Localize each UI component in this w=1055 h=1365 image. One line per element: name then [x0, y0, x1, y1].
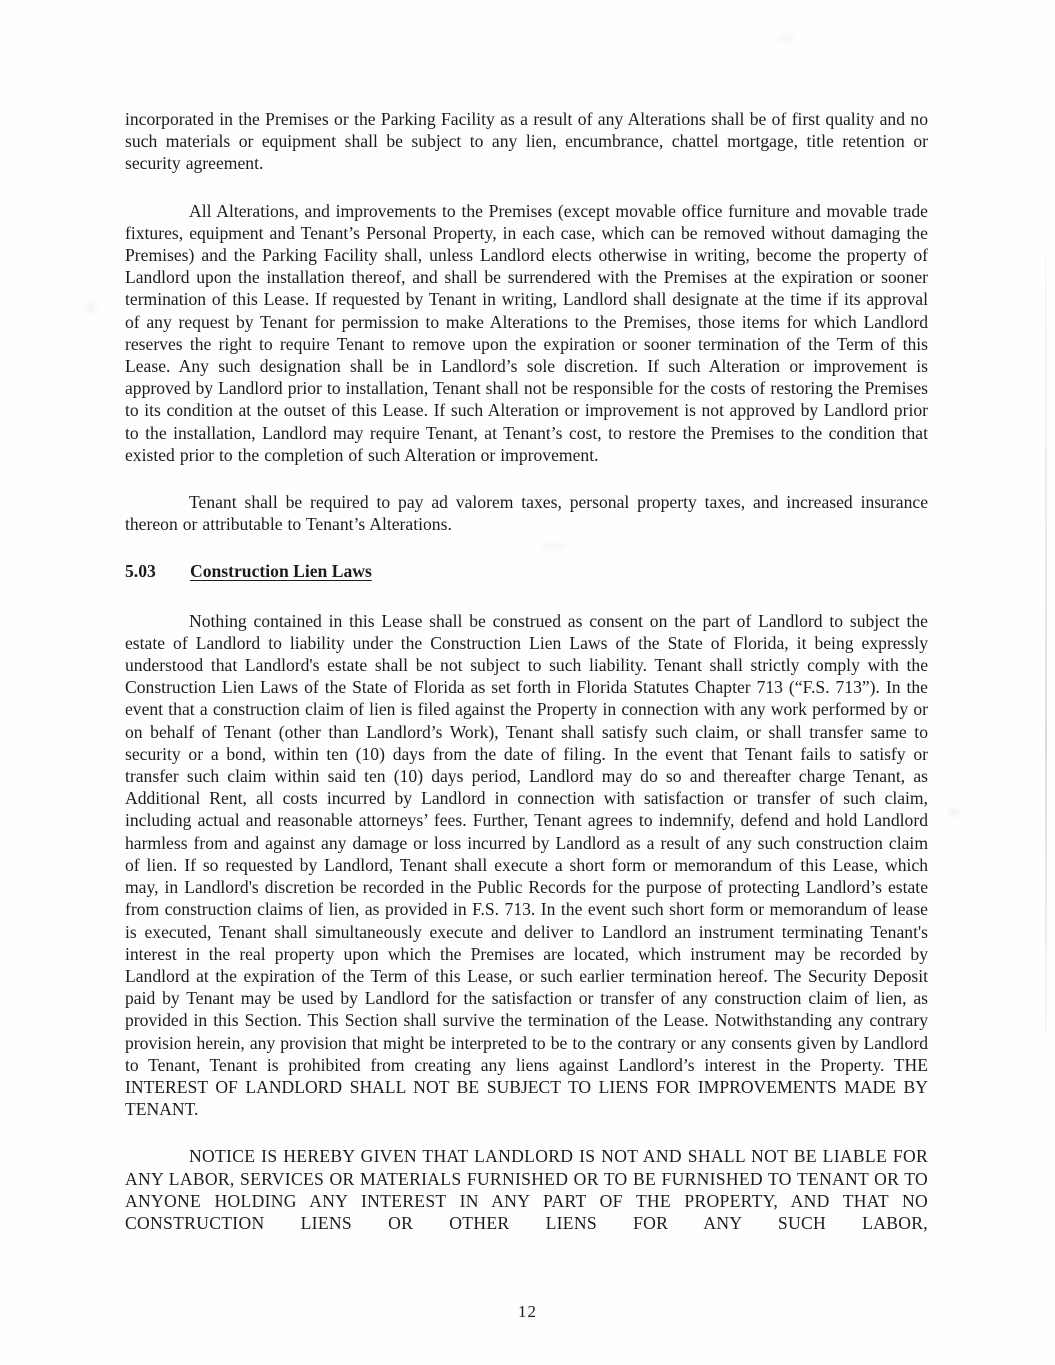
- section-title: Construction Lien Laws: [190, 561, 372, 582]
- scan-artifact-smudge: [778, 34, 794, 42]
- paragraph-notice: NOTICE IS HEREBY GIVEN THAT LANDLORD IS NOT AND SHALL NOT BE LIABLE FOR ANY LABOR, SERVICES OR MATERIALS FURNISHED OR TO BE FURNISHED TO TENANT OR TO ANYONE HOLDING ANY INTEREST IN ANY PART OF THE PROPERTY, AND THAT NO CONSTRUCTION LIENS OR OTHER LIENS FOR ANY SUCH LABOR,: [125, 1146, 928, 1233]
- section-number: 5.03: [125, 561, 156, 582]
- paragraph-construction-lien-laws: Nothing contained in this Lease shall be construed as consent on the part of Landlord to subject the estate of Landlord to liability under the Construction Lien Laws of the State of Florida, it being expressly understood that Landlord's estate shall be not subject to such liability. Tenant shall strictly comply with the Construction Lien Laws of the State of Florida as set forth in Florida Statutes Chapter 713 (“F.S. 713”). In the event that a construction claim of lien is filed against the Property in connection with any work performed by or on behalf of Tenant (other than Landlord’s Work), Tenant shall satisfy such claim, or shall transfer same to security or a bond, within ten (10) days from the date of filing. In the event that Tenant fails to satisfy or transfer such claim within said ten (10) days period, Landlord may do so and thereafter charge Tenant, as Additional Rent, all costs incurred by Landlord in connection with satisfaction or transfer of such claim, including actual and reasonable attorneys’ fees. Further, Tenant agrees to indemnify, defend and hold Landlord harmless from and against any damage or loss incurred by Landlord as a result of any such construction claim of lien. If so requested by Landlord, Tenant shall execute a short form or memorandum of this Lease, which may, in Landlord's discretion be recorded in the Public Records for the purpose of protecting Landlord’s estate from construction claims of lien, as provided in F.S. 713. In the event such short form or memorandum of lease is executed, Tenant shall simultaneously execute and deliver to Landlord an instrument terminating Tenant's interest in the real property upon which the Premises are located, which instrument may be recorded by Landlord at the expiration of the Term of this Lease, or such earlier termination hereof. The Security Deposit paid by Tenant may be used by Landlord for the satisfaction or transfer of any construction claim of lien, as provided in this Section. This Section shall survive the termination of the Lease. Notwithstanding any contrary provision herein, any provision that might be interpreted to be to the contrary or any consents given by Landlord to Tenant, Tenant is prohibited from creating any liens against Landlord’s interest in the Property. THE INTEREST OF LANDLORD SHALL NOT BE SUBJECT TO LIENS FOR IMPROVEMENTS MADE BY TENANT.: [125, 610, 928, 1120]
- scan-artifact-right-line: [1045, 252, 1047, 1034]
- scan-artifact-smudge: [948, 808, 960, 817]
- page-number: 12: [518, 1302, 537, 1321]
- lease-text-block: [125, 108, 928, 1259]
- paragraph-alterations-property: All Alterations, and improvements to the Premises (except movable office furniture and movable trade fixtures, equipment and Tenant’s Personal Property, in each case, which can be removed without damaging the Premises) and the Parking Facility shall, unless Landlord elects otherwise in writing, become the property of Landlord upon the installation thereof, and shall be surrendered with the Premises at the expiration or sooner termination of this Lease. If requested by Tenant in writing, Landlord shall designate at the time if its approval of any request by Tenant for permission to make Alterations to the Premises, those items for which Landlord reserves the right to require Tenant to remove upon the expiration or sooner termination of the Term of this Lease. Any such designation shall be in Landlord’s sole discretion. If such Alteration or improvement is approved by Landlord prior to installation, Tenant shall not be responsible for the costs of restoring the Premises to its condition at the outset of this Lease. If such Alteration or improvement is not approved by Landlord prior to the installation, Landlord may require Tenant, at Tenant’s cost, to restore the Premises to the condition that existed prior to the completion of such Alteration or improvement.: [125, 200, 928, 465]
- paragraph-alterations-quality: incorporated in the Premises or the Parking Facility as a result of any Alterations shall be of first quality and no such materials or equipment shall be subject to any lien, encumbrance, chattel mortgage, title retention or security agreement.: [125, 109, 928, 174]
- section-heading: [125, 560, 928, 582]
- paragraph-ad-valorem-taxes: Tenant shall be required to pay ad valorem taxes, personal property taxes, and increased insurance thereon or attributable to Tenant’s Alterations.: [125, 492, 928, 535]
- scan-artifact-smudge: [86, 300, 96, 314]
